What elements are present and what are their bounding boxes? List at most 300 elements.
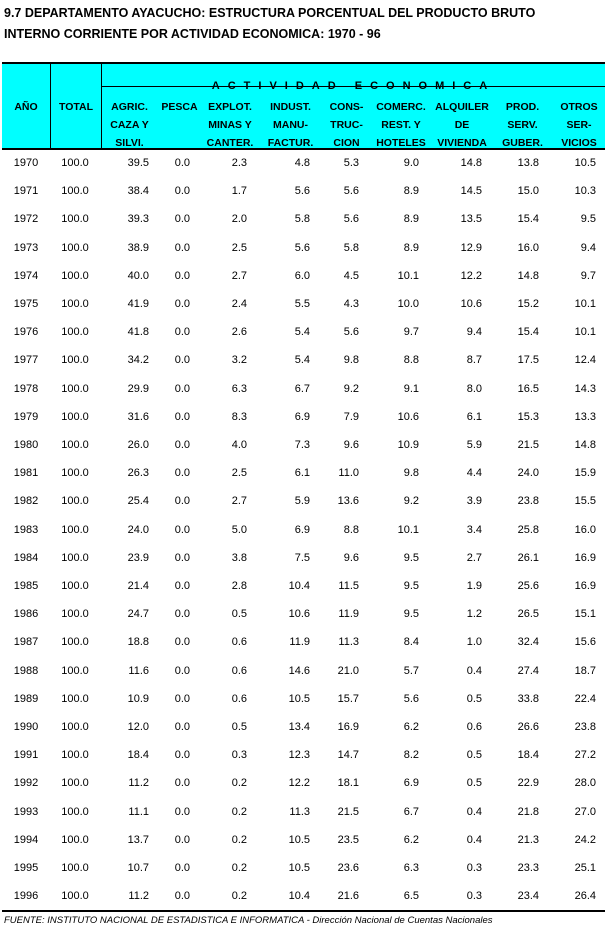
cell-value: 0.0 <box>174 664 190 677</box>
cell-value: 0.2 <box>231 833 247 846</box>
cell-value: 9.5 <box>580 213 596 226</box>
cell-value: 12.9 <box>460 241 482 254</box>
cell-value: 0.0 <box>174 298 190 310</box>
cell-value: 0.6 <box>231 636 247 649</box>
cell-total: 100.0 <box>61 157 89 169</box>
cell-value: 12.2 <box>288 777 310 790</box>
cell-value: 15.5 <box>574 495 596 508</box>
cell-value: 14.5 <box>460 185 482 198</box>
cell-value: 5.6 <box>403 692 419 705</box>
cell-year: 1978 <box>13 382 39 395</box>
header-line: HOTELES <box>376 137 426 149</box>
cell-value: 10.6 <box>397 410 419 423</box>
cell-total: 100.0 <box>61 382 89 395</box>
cell-value: 24.7 <box>127 608 149 621</box>
cell-value: 15.7 <box>337 692 359 705</box>
cell-value: 11.2 <box>128 777 149 790</box>
cell-value: 14.8 <box>460 157 482 169</box>
cell-value: 11.9 <box>338 608 359 621</box>
table-row <box>2 411 605 427</box>
table-row <box>2 467 605 483</box>
cell-value: 9.2 <box>343 382 359 395</box>
cell-value: 4.5 <box>343 269 359 282</box>
header-line: CONS- <box>329 101 364 113</box>
cell-value: 9.7 <box>580 269 596 282</box>
cell-value: 26.0 <box>127 439 149 451</box>
cell-value: 29.9 <box>127 382 149 395</box>
header-line: SERV. <box>507 119 538 131</box>
header-line: SER- <box>566 119 592 131</box>
cell-value: 5.6 <box>343 185 359 198</box>
cell-value: 0.0 <box>174 410 190 423</box>
cell-value: 27.4 <box>517 664 539 677</box>
table-title-line-2: INTERNO CORRIENTE POR ACTIVIDAD ECONOMICA: 1970 - 96 <box>4 27 381 41</box>
table-row <box>2 354 605 370</box>
cell-value: 4.0 <box>231 439 247 451</box>
cell-value: 14.3 <box>574 382 596 395</box>
table-row <box>2 693 605 709</box>
cell-value: 6.9 <box>294 523 310 536</box>
cell-value: 0.0 <box>174 833 190 846</box>
header-activity-column <box>102 98 157 152</box>
cell-total: 100.0 <box>61 523 89 536</box>
cell-year: 1992 <box>13 777 39 790</box>
header-line: INDUST. <box>270 101 311 113</box>
table-row <box>2 862 605 878</box>
cell-value: 13.8 <box>517 157 539 169</box>
cell-value: 12.3 <box>288 749 310 762</box>
cell-value: 8.2 <box>403 749 419 762</box>
cell-year: 1991 <box>13 749 39 762</box>
cell-value: 16.9 <box>337 721 359 733</box>
table-row <box>2 326 605 342</box>
cell-value: 8.9 <box>403 213 419 226</box>
cell-total: 100.0 <box>61 664 89 677</box>
cell-value: 24.0 <box>517 467 539 480</box>
cell-value: 12.0 <box>127 721 149 733</box>
cell-value: 0.0 <box>174 354 190 367</box>
cell-value: 2.7 <box>231 495 247 508</box>
cell-total: 100.0 <box>61 890 89 903</box>
cell-value: 11.3 <box>338 636 359 649</box>
cell-value: 0.0 <box>174 467 190 480</box>
header-line: TRUC- <box>330 119 363 131</box>
cell-value: 25.8 <box>517 523 539 536</box>
cell-total: 100.0 <box>61 862 89 874</box>
cell-value: 0.0 <box>174 157 190 169</box>
table-row <box>2 552 605 568</box>
cell-value: 15.9 <box>574 467 596 480</box>
cell-value: 3.4 <box>466 523 482 536</box>
cell-value: 11.9 <box>289 636 310 649</box>
cell-value: 3.8 <box>231 551 247 564</box>
cell-value: 2.5 <box>231 467 247 480</box>
cell-value: 9.5 <box>403 551 419 564</box>
cell-value: 1.2 <box>466 608 482 621</box>
cell-value: 5.6 <box>343 213 359 226</box>
cell-value: 0.5 <box>231 608 247 621</box>
cell-value: 0.2 <box>231 777 247 790</box>
cell-total: 100.0 <box>61 608 89 621</box>
cell-total: 100.0 <box>61 326 89 339</box>
cell-value: 13.5 <box>460 213 482 226</box>
cell-value: 0.6 <box>231 664 247 677</box>
cell-value: 9.7 <box>403 326 419 339</box>
header-line: ALQUILER <box>435 101 489 113</box>
cell-value: 6.3 <box>403 862 419 874</box>
cell-value: 33.8 <box>517 692 539 705</box>
cell-value: 10.1 <box>574 326 596 339</box>
cell-value: 0.2 <box>231 890 247 903</box>
table-header <box>2 62 605 150</box>
header-line: AGRIC. <box>111 101 148 113</box>
header-line: MINAS Y <box>208 119 252 131</box>
cell-value: 16.0 <box>574 523 596 536</box>
cell-value: 26.6 <box>517 721 539 733</box>
cell-value: 3.9 <box>466 495 482 508</box>
cell-value: 5.6 <box>294 185 310 198</box>
header-line: VICIOS <box>561 137 597 149</box>
cell-value: 18.7 <box>574 664 596 677</box>
table-row <box>2 834 605 850</box>
cell-value: 8.7 <box>466 354 482 367</box>
cell-total: 100.0 <box>61 749 89 762</box>
cell-total: 100.0 <box>61 354 89 367</box>
table-title-line-1: 9.7 DEPARTAMENTO AYACUCHO: ESTRUCTURA PORCENTUAL DEL PRODUCTO BRUTO <box>4 6 536 20</box>
cell-value: 14.6 <box>288 664 310 677</box>
cell-value: 10.5 <box>288 833 310 846</box>
cell-value: 6.9 <box>403 777 419 790</box>
cell-value: 5.5 <box>294 298 310 310</box>
cell-value: 1.9 <box>466 580 482 592</box>
cell-value: 15.1 <box>574 608 596 621</box>
cell-value: 0.4 <box>466 805 482 818</box>
table-row <box>2 890 605 906</box>
cell-value: 10.4 <box>288 890 310 903</box>
cell-value: 9.1 <box>403 382 419 395</box>
cell-value: 6.9 <box>294 410 310 423</box>
cell-value: 8.4 <box>403 636 419 649</box>
cell-value: 25.4 <box>127 495 149 508</box>
cell-value: 11.6 <box>128 664 149 677</box>
cell-value: 10.1 <box>397 269 419 282</box>
cell-value: 16.9 <box>574 580 596 592</box>
header-line: OTROS <box>560 101 598 113</box>
cell-value: 0.0 <box>174 326 190 339</box>
cell-value: 0.3 <box>231 749 247 762</box>
cell-value: 14.8 <box>574 439 596 451</box>
cell-year: 1995 <box>13 862 39 874</box>
cell-value: 21.3 <box>517 833 539 846</box>
cell-value: 18.4 <box>517 749 539 762</box>
cell-value: 38.4 <box>127 185 149 198</box>
cell-value: 28.0 <box>574 777 596 790</box>
cell-value: 7.5 <box>294 551 310 564</box>
table-row <box>2 608 605 624</box>
cell-value: 16.9 <box>574 551 596 564</box>
cell-value: 15.3 <box>517 410 539 423</box>
cell-value: 5.3 <box>343 157 359 169</box>
cell-value: 25.6 <box>517 580 539 592</box>
header-line: FACTUR. <box>267 137 314 149</box>
cell-value: 9.2 <box>403 495 419 508</box>
cell-value: 15.4 <box>517 213 539 226</box>
cell-value: 41.9 <box>127 298 149 310</box>
cell-total: 100.0 <box>61 805 89 818</box>
cell-value: 3.2 <box>231 354 247 367</box>
cell-value: 9.6 <box>343 439 359 451</box>
cell-value: 11.5 <box>338 580 359 592</box>
table-row <box>2 298 605 314</box>
cell-value: 0.3 <box>466 862 482 874</box>
cell-value: 6.0 <box>294 269 310 282</box>
cell-value: 5.4 <box>294 326 310 339</box>
cell-value: 6.1 <box>466 410 482 423</box>
cell-value: 6.7 <box>403 805 419 818</box>
cell-value: 2.5 <box>231 241 247 254</box>
cell-value: 7.3 <box>294 439 310 451</box>
cell-value: 5.6 <box>343 326 359 339</box>
cell-value: 12.4 <box>574 354 596 367</box>
cell-total: 100.0 <box>61 833 89 846</box>
cell-year: 1996 <box>13 890 39 903</box>
cell-value: 26.4 <box>574 890 596 903</box>
cell-year: 1993 <box>13 805 39 818</box>
cell-value: 23.5 <box>337 833 359 846</box>
cell-value: 8.9 <box>403 241 419 254</box>
cell-value: 0.0 <box>174 241 190 254</box>
header-line: GUBER. <box>502 137 543 149</box>
table-row <box>2 270 605 286</box>
cell-value: 0.0 <box>174 185 190 198</box>
cell-value: 0.0 <box>174 721 190 733</box>
cell-value: 4.4 <box>466 467 482 480</box>
cell-year: 1994 <box>13 833 39 846</box>
cell-year: 1989 <box>13 692 39 705</box>
cell-total: 100.0 <box>61 269 89 282</box>
header-line: EXPLOT. <box>208 101 252 113</box>
cell-value: 39.5 <box>127 157 149 169</box>
header-total: TOTAL <box>58 101 94 113</box>
cell-total: 100.0 <box>61 551 89 564</box>
cell-year: 1982 <box>13 495 39 508</box>
cell-value: 24.0 <box>127 523 149 536</box>
cell-value: 0.4 <box>466 664 482 677</box>
cell-value: 0.0 <box>174 692 190 705</box>
cell-value: 2.7 <box>466 551 482 564</box>
cell-value: 0.5 <box>466 749 482 762</box>
table-row <box>2 777 605 793</box>
header-line: VIVIENDA <box>437 137 487 149</box>
cell-year: 1976 <box>13 326 39 339</box>
cell-value: 13.3 <box>574 410 596 423</box>
cell-total: 100.0 <box>61 467 89 480</box>
header-line: CANTER. <box>206 137 254 149</box>
header-line: REST. Y <box>381 119 421 131</box>
cell-value: 41.8 <box>127 326 149 339</box>
cell-value: 16.5 <box>517 382 539 395</box>
cell-value: 10.6 <box>460 298 482 310</box>
cell-value: 0.0 <box>174 382 190 395</box>
cell-total: 100.0 <box>61 298 89 310</box>
cell-value: 22.9 <box>517 777 539 790</box>
header-activity-group: ACTIVIDAD ECONOMICA <box>211 80 496 92</box>
cell-value: 4.3 <box>343 298 359 310</box>
cell-value: 13.7 <box>127 833 149 846</box>
cell-value: 5.8 <box>294 213 310 226</box>
cell-value: 9.0 <box>403 157 419 169</box>
cell-year: 1990 <box>13 721 39 733</box>
cell-value: 5.9 <box>466 439 482 451</box>
cell-total: 100.0 <box>61 185 89 198</box>
cell-value: 0.0 <box>174 495 190 508</box>
cell-value: 5.0 <box>231 523 247 536</box>
cell-value: 18.4 <box>127 749 149 762</box>
cell-value: 10.5 <box>574 157 596 169</box>
cell-value: 13.4 <box>288 721 310 733</box>
cell-value: 21.5 <box>337 805 359 818</box>
cell-year: 1981 <box>13 467 39 480</box>
cell-value: 0.4 <box>466 833 482 846</box>
cell-value: 15.6 <box>574 636 596 649</box>
cell-value: 14.7 <box>337 749 359 762</box>
cell-total: 100.0 <box>61 777 89 790</box>
cell-value: 0.0 <box>174 636 190 649</box>
table-row <box>2 665 605 681</box>
header-line: MANU- <box>273 119 308 131</box>
cell-total: 100.0 <box>61 439 89 451</box>
cell-value: 26.5 <box>517 608 539 621</box>
cell-value: 11.3 <box>289 805 310 818</box>
header-line: PROD. <box>505 101 540 113</box>
cell-value: 10.4 <box>288 580 310 592</box>
cell-value: 2.3 <box>231 157 247 169</box>
cell-value: 10.7 <box>127 862 149 874</box>
table-row <box>2 439 605 455</box>
cell-year: 1984 <box>13 551 39 564</box>
header-line: COMERC. <box>376 101 426 113</box>
cell-value: 14.8 <box>517 269 539 282</box>
header-line: SILVI. <box>115 137 144 149</box>
table-row <box>2 524 605 540</box>
cell-year: 1979 <box>13 410 39 423</box>
cell-value: 0.0 <box>174 862 190 874</box>
cell-value: 1.7 <box>231 185 247 198</box>
header-activity-column <box>432 98 492 152</box>
cell-year: 1973 <box>13 241 39 254</box>
cell-value: 0.5 <box>466 692 482 705</box>
cell-year: 1970 <box>13 157 39 169</box>
cell-value: 0.0 <box>174 439 190 451</box>
cell-value: 11.1 <box>128 805 149 818</box>
cell-value: 10.1 <box>574 298 596 310</box>
header-line: CION <box>333 137 360 149</box>
cell-value: 8.0 <box>466 382 482 395</box>
cell-value: 2.7 <box>231 269 247 282</box>
table-bottom-rule <box>2 910 605 912</box>
cell-value: 0.0 <box>174 580 190 592</box>
cell-value: 27.2 <box>574 749 596 762</box>
cell-value: 10.6 <box>288 608 310 621</box>
cell-value: 13.6 <box>337 495 359 508</box>
cell-year: 1987 <box>13 636 39 649</box>
cell-total: 100.0 <box>61 580 89 592</box>
cell-value: 9.5 <box>403 580 419 592</box>
table-row <box>2 185 605 201</box>
cell-value: 5.4 <box>294 354 310 367</box>
cell-total: 100.0 <box>61 241 89 254</box>
header-activity-column <box>553 98 605 152</box>
cell-total: 100.0 <box>61 692 89 705</box>
cell-total: 100.0 <box>61 495 89 508</box>
cell-value: 23.6 <box>337 862 359 874</box>
cell-value: 24.2 <box>574 833 596 846</box>
cell-value: 16.0 <box>517 241 539 254</box>
source-note: FUENTE: INSTITUTO NACIONAL DE ESTADISTICA E INFORMATICA - Dirección Nacional de Cuentas Nacionales <box>4 915 493 926</box>
cell-value: 5.6 <box>294 241 310 254</box>
cell-value: 0.0 <box>174 805 190 818</box>
cell-value: 23.3 <box>517 862 539 874</box>
cell-value: 10.5 <box>288 692 310 705</box>
cell-value: 0.0 <box>174 269 190 282</box>
table-row <box>2 806 605 822</box>
cell-value: 0.6 <box>231 692 247 705</box>
cell-value: 26.3 <box>127 467 149 480</box>
cell-value: 10.1 <box>397 523 419 536</box>
cell-value: 15.2 <box>517 298 539 310</box>
cell-value: 38.9 <box>127 241 149 254</box>
cell-value: 2.6 <box>231 326 247 339</box>
cell-value: 0.0 <box>174 551 190 564</box>
cell-value: 21.5 <box>517 439 539 451</box>
cell-value: 6.2 <box>403 721 419 733</box>
cell-value: 15.4 <box>517 326 539 339</box>
cell-value: 9.8 <box>343 354 359 367</box>
cell-value: 17.5 <box>517 354 539 367</box>
cell-value: 10.5 <box>288 862 310 874</box>
cell-value: 31.6 <box>127 410 149 423</box>
cell-year: 1985 <box>13 580 39 592</box>
cell-value: 9.4 <box>466 326 482 339</box>
cell-value: 0.2 <box>231 805 247 818</box>
cell-value: 21.8 <box>517 805 539 818</box>
cell-value: 21.6 <box>337 890 359 903</box>
cell-value: 2.0 <box>231 213 247 226</box>
cell-value: 0.3 <box>466 890 482 903</box>
cell-total: 100.0 <box>61 721 89 733</box>
cell-value: 23.8 <box>517 495 539 508</box>
table-row <box>2 721 605 737</box>
cell-value: 0.0 <box>174 749 190 762</box>
table-row <box>2 580 605 596</box>
table-row <box>2 242 605 258</box>
table-row <box>2 157 605 173</box>
cell-year: 1977 <box>13 354 39 367</box>
header-activity-column <box>202 98 258 152</box>
cell-value: 18.1 <box>337 777 359 790</box>
table-row <box>2 749 605 765</box>
cell-value: 11.2 <box>128 890 149 903</box>
header-activity-column <box>157 98 202 116</box>
cell-value: 6.5 <box>403 890 419 903</box>
cell-value: 4.8 <box>294 157 310 169</box>
cell-value: 0.0 <box>174 213 190 226</box>
header-activity-column <box>258 98 323 152</box>
header-line: DE <box>454 119 470 131</box>
cell-value: 8.8 <box>343 523 359 536</box>
table-row <box>2 213 605 229</box>
cell-value: 2.4 <box>231 298 247 310</box>
